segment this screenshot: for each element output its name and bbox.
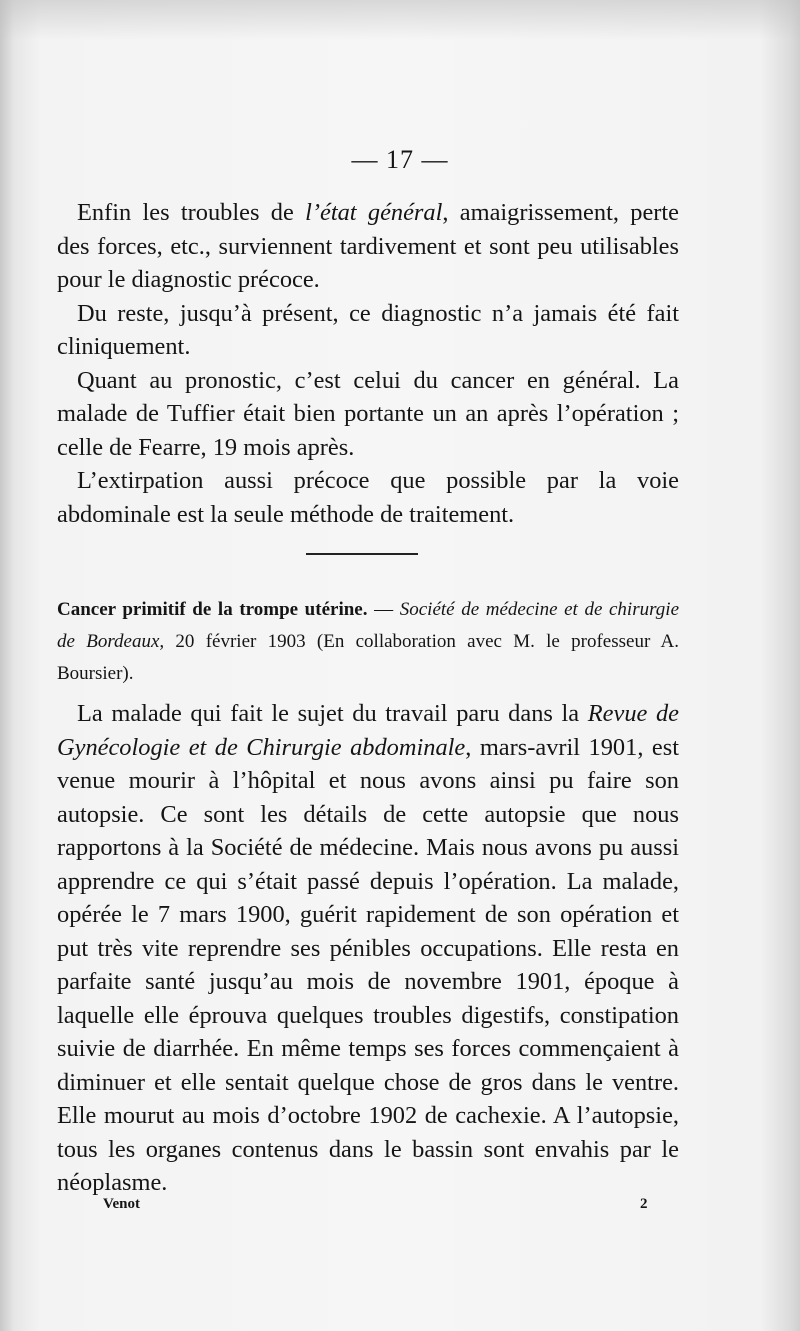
article-citation — [57, 594, 679, 690]
paragraph — [57, 464, 679, 531]
text-run: Du reste, jusqu’à présent, ce diagnostic n’a jamais été fait cliniquement. — [57, 299, 679, 360]
body-text-bottom — [57, 697, 679, 1200]
text-run: , mars-avril 1901, est venue mourir à l’hôpital et nous avons ainsi pu faire son autopsie. Ce sont les détails de cette autopsie que nous rapportons à la Société de médecine. Mais nous avons pu aussi apprendre ce qui s’était passé depuis l’opération. La malade, opérée le 7 mars 1900, guérit rapidement de son opération et put très vite reprendre ses pénibles occupations. Elle resta en parfaite santé jusqu’au mois de novembre 1901, époque à laquelle elle éprouva quelques troubles digestifs, constipation suivie de diarrhée. En même temps ses forces commençaient à diminuer et elle sentait quelque chose de gros dans le ventre. Elle mourut au mois d’octobre 1902 de cachexie. A l’autopsie, tous les organes contenus dans le bassin sont envahis par le néoplasme. — [57, 733, 679, 1196]
footer-author: Venot — [103, 1196, 140, 1212]
text-run: Enfin les troubles de — [77, 199, 306, 226]
citation-title: Cancer primitif de la trompe utérine. — [57, 599, 368, 620]
text-run: L’extirpation aussi précoce que possible par la voie abdominale est la seule méthode de traitement. — [57, 467, 679, 528]
citation-details: 20 février 1903 (En collaboration avec M. le professeur A. Boursier). — [57, 631, 679, 684]
text-run-italic: Revue de Gynécologie et de Chirurgie abdominale — [57, 700, 679, 761]
paragraph — [57, 297, 679, 364]
page-number: — 17 — — [351, 145, 449, 174]
page-footer — [0, 1196, 800, 1226]
paragraph — [57, 697, 679, 1200]
citation-dash: — — [367, 599, 400, 620]
footer-signature-mark: 2 — [640, 1196, 648, 1212]
paragraph — [57, 364, 679, 465]
scan-shadow — [0, 0, 800, 40]
body-text-top — [57, 196, 679, 531]
section-divider — [306, 553, 418, 555]
text-run: Quant au pronostic, c’est celui du cancer en général. La malade de Tuffier était bien portante un an après l’opération ; celle de Fearre, 19 mois après. — [57, 366, 679, 461]
text-run-italic: l’état général — [305, 199, 443, 226]
text-run: , amaigrissement, perte des forces, etc., surviennent tardivement et sont peu utilisables pour le diagnostic précoce. — [57, 199, 679, 293]
paragraph — [57, 196, 679, 297]
text-run: La malade qui fait le sujet du travail paru dans la — [77, 700, 588, 727]
citation-source: Société de médecine et de chirurgie de Bordeaux, — [57, 599, 680, 652]
